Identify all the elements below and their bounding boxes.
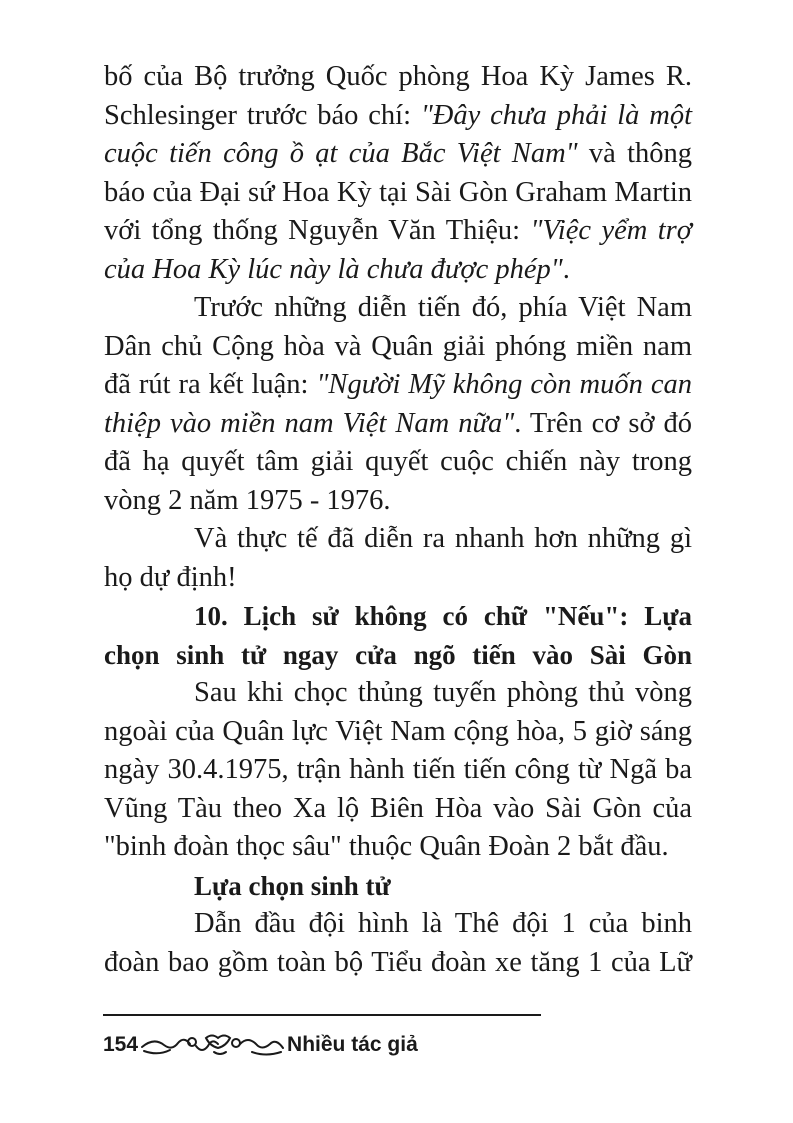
body-text-line [104,828,692,867]
heading-line [104,636,692,675]
text-run: đoàn bao gồm toàn bộ Tiểu đoàn xe tăng 1 của Lữ [104,946,692,978]
heading-line [104,597,692,636]
text-run: vòng 2 năm 1975 - 1976. [104,484,391,516]
text-run: đã rút ra kết luận: [104,369,317,400]
text-run: . [562,253,570,285]
body-text-line [104,520,692,559]
body-text-line [104,328,692,367]
body-text-line [104,289,692,328]
page-number: 154 [103,1033,139,1056]
body-text-line [104,713,692,752]
quoted-text: "Đây chưa phải là một [420,99,692,131]
text-run: Vũng Tàu theo Xa lộ Biên Hòa vào Sài Gòn của [104,792,692,824]
body-text-line [104,58,692,97]
text-run: ngoài của Quân lực Việt Nam cộng hòa, 5 giờ sáng [104,715,692,747]
body-text-line [104,174,692,213]
text-run: Và thực tế đã diễn ra nhanh hơn những gì [194,523,692,554]
body-text-line [104,790,692,829]
book-page-text [104,58,692,982]
text-run: họ dự định! [104,561,237,593]
body-text-line [104,97,692,136]
text-run: và thông [577,138,692,169]
body-text-line [104,482,692,521]
subheading-line [104,867,692,906]
body-text-line [104,443,692,482]
quoted-text: "Người Mỹ không còn muốn can [316,369,692,400]
text-run: với tổng thống Nguyễn Văn Thiệu: [104,215,531,246]
floral-ornament-icon [140,1032,285,1058]
text-run: "binh đoàn thọc sâu" thuộc Quân Đoàn 2 bắt đầu. [104,831,669,862]
text-run: ngày 30.4.1975, trận hành tiến tiến công từ Ngã ba [104,754,692,785]
body-text-line [104,559,692,598]
body-text-line [104,251,692,290]
text-run: Schlesinger trước báo chí: [104,99,421,131]
body-text-line [104,751,692,790]
quoted-text: của Hoa Kỳ lúc này là chưa được phép" [104,253,563,285]
text-run: Lựa chọn sinh tử [194,870,391,901]
body-text-line [104,905,692,944]
body-text-line [104,405,692,444]
text-run: bố của Bộ trưởng Quốc phòng Hoa Kỳ James R. [104,61,692,92]
quoted-text: cuộc tiến công ồ ạt của Bắc Việt Nam" [104,138,578,169]
text-run: báo của Đại sứ Hoa Kỳ tại Sài Gòn Graham Martin [104,176,692,208]
text-run: Sau khi chọc thủng tuyến phòng thủ vòng [194,677,692,708]
quoted-text: "Việc yểm trợ [530,215,692,246]
text-run: Dân chủ Cộng hòa và Quân giải phóng miền nam [104,330,692,362]
text-run: . Trên cơ sở đó [514,407,693,439]
book-author: Nhiều tác giả [287,1033,418,1056]
footer-divider [103,1014,541,1016]
body-text-line [104,674,692,713]
text-run: chọn sinh tử ngay cửa ngõ tiến vào Sài Gòn [104,639,692,670]
text-run: 10. Lịch sử không có chữ "Nếu": Lựa [194,601,692,631]
page-footer [103,1028,418,1062]
text-run: Trước những diễn tiến đó, phía Việt Nam [194,292,692,323]
text-run: đã hạ quyết tâm giải quyết cuộc chiến này trong [104,446,692,477]
body-text-line [104,366,692,405]
quoted-text: thiệp vào miền nam Việt Nam nữa" [104,407,515,439]
text-run: Dẫn đầu đội hình là Thê đội 1 của binh [194,908,692,939]
body-text-line [104,135,692,174]
body-text-line [104,212,692,251]
body-text-line [104,944,692,983]
